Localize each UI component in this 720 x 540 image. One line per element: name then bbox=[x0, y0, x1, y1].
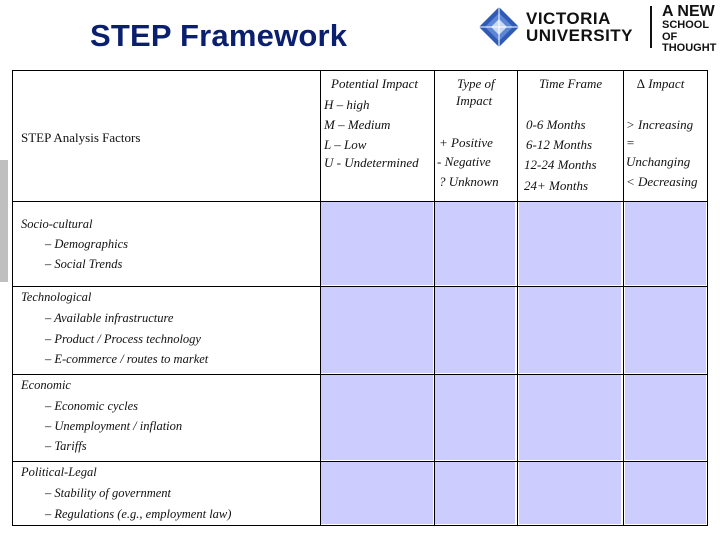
time-frame-item: 12-24 Months bbox=[524, 157, 597, 172]
factor-subitem: – Demographics bbox=[45, 237, 128, 251]
school-of-thought-wordmark: A NEW SCHOOL OF THOUGHT bbox=[662, 3, 717, 54]
factor-subitem: – Tariffs bbox=[45, 439, 87, 453]
cell-shade bbox=[625, 202, 706, 285]
cell-shade bbox=[321, 287, 433, 373]
cell-shade bbox=[321, 202, 433, 285]
grid-line bbox=[517, 71, 518, 525]
logo-divider bbox=[650, 6, 652, 48]
factor-subitem: – Product / Process technology bbox=[45, 332, 201, 346]
victoria-university-wordmark: VICTORIA UNIVERSITY bbox=[526, 9, 634, 45]
factor-subitem: – Social Trends bbox=[45, 257, 123, 271]
grid-line bbox=[320, 71, 321, 525]
potential-impact-item: U - Undetermined bbox=[324, 155, 419, 170]
time-frame-item: 24+ Months bbox=[524, 178, 589, 193]
delta-impact-item: < Decreasing bbox=[626, 174, 698, 189]
cell-shade bbox=[625, 375, 706, 460]
page-title: STEP Framework bbox=[90, 18, 348, 53]
cell-shade bbox=[435, 287, 515, 373]
type-of-impact-item: ? Unknown bbox=[439, 174, 499, 189]
time-frame-header: Time Frame bbox=[539, 76, 603, 91]
grid-line bbox=[623, 71, 624, 525]
side-accent-bar bbox=[0, 160, 8, 282]
potential-impact-header: Potential Impact bbox=[331, 76, 419, 91]
factor-subitem: – Economic cycles bbox=[45, 399, 139, 413]
delta-impact-item: = bbox=[626, 135, 635, 150]
cell-shade bbox=[519, 202, 621, 285]
cell-shade bbox=[519, 375, 621, 460]
grid-line bbox=[13, 374, 707, 375]
factor-name: Technological bbox=[21, 290, 92, 304]
victoria-university-emblem-icon bbox=[478, 6, 520, 48]
delta-impact-item: > Increasing bbox=[626, 117, 694, 132]
factor-subitem: – E-commerce / routes to market bbox=[45, 352, 209, 366]
grid-line bbox=[13, 286, 707, 287]
grid-line bbox=[13, 461, 707, 462]
delta-impact-header: ∆ Impact bbox=[637, 76, 685, 91]
cell-shade bbox=[321, 375, 433, 460]
cell-shade bbox=[519, 462, 621, 524]
type-of-impact-header: Impact bbox=[456, 93, 493, 108]
type-of-impact-item: - Negative bbox=[437, 154, 491, 169]
potential-impact-item: H – high bbox=[324, 97, 370, 112]
time-frame-item: 6-12 Months bbox=[526, 137, 593, 152]
grid-line bbox=[434, 71, 435, 525]
cell-shade bbox=[519, 287, 621, 373]
factor-subitem: – Stability of government bbox=[45, 486, 172, 500]
step-table bbox=[12, 70, 708, 526]
delta-impact-item: Unchanging bbox=[626, 154, 691, 169]
logo-area bbox=[478, 3, 720, 54]
potential-impact-item: L – Low bbox=[324, 137, 367, 152]
factor-subitem: – Unemployment / inflation bbox=[45, 419, 183, 433]
cell-shade bbox=[435, 462, 515, 524]
cell-shade bbox=[435, 375, 515, 460]
factor-name: Socio-cultural bbox=[21, 217, 93, 231]
potential-impact-item: M – Medium bbox=[324, 117, 391, 132]
factor-name: Political-Legal bbox=[21, 465, 97, 479]
type-of-impact-header: Type of bbox=[457, 76, 495, 91]
factor-subitem: – Available infrastructure bbox=[45, 311, 174, 325]
factor-subitem: – Regulations (e.g., employment law) bbox=[45, 507, 232, 521]
row-header-label: STEP Analysis Factors bbox=[21, 130, 141, 145]
factor-name: Economic bbox=[21, 378, 71, 392]
cell-shade bbox=[625, 462, 706, 524]
cell-shade bbox=[625, 287, 706, 373]
cell-shade bbox=[435, 202, 515, 285]
type-of-impact-item: + Positive bbox=[439, 135, 493, 150]
grid-line bbox=[13, 201, 707, 202]
cell-shade bbox=[321, 462, 433, 524]
time-frame-item: 0-6 Months bbox=[526, 117, 586, 132]
